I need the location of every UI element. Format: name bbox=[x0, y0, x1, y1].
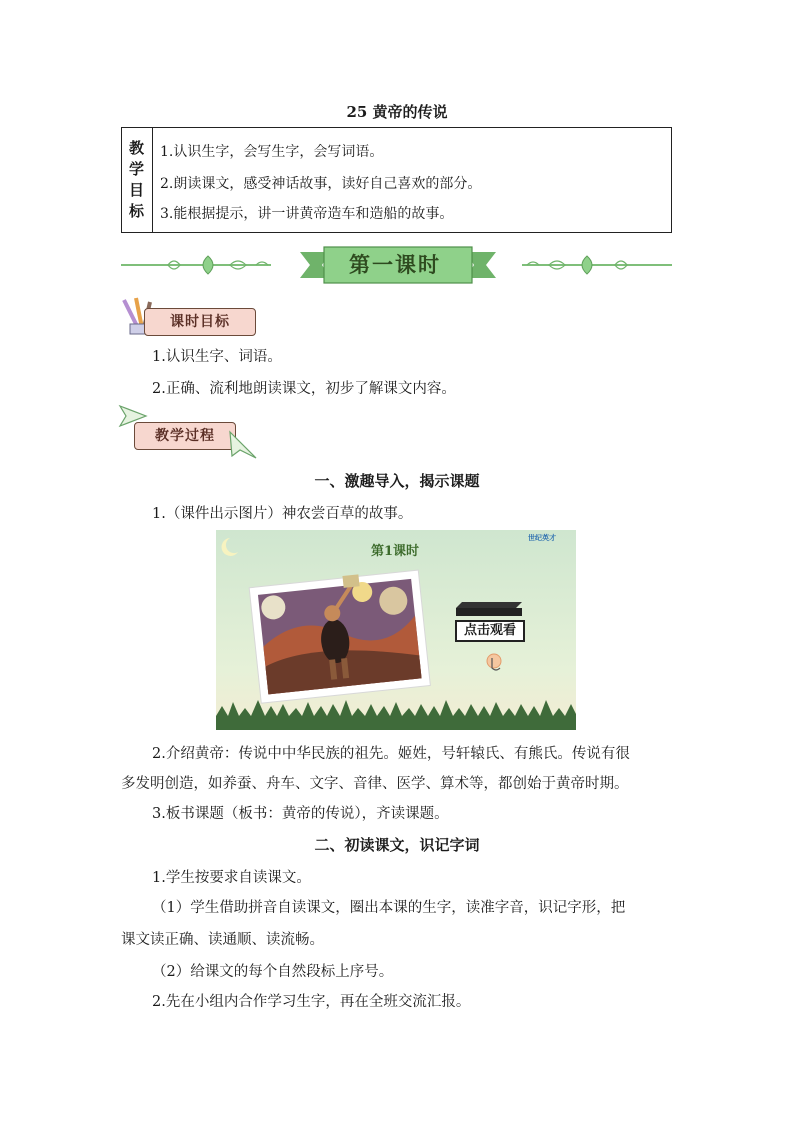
brand-logo-text: 世纪英才 bbox=[528, 534, 556, 542]
section1-item: 多发明创造，如养蚕、舟车、文字、音律、医学、算术等，都创始于黄帝时期。 bbox=[121, 776, 629, 792]
leaf-ornament-right-icon bbox=[515, 252, 635, 278]
section1-item: 3.板书课题（板书：黄帝的传说），齐读课题。 bbox=[152, 806, 449, 822]
watch-video-button[interactable]: 点击观看 bbox=[455, 620, 525, 642]
section2-item: 2.先在小组内合作学习生字，再在全班交流汇报。 bbox=[152, 994, 471, 1010]
goal-item: 2.朗读课文，感受神话故事，读好自己喜欢的部分。 bbox=[160, 176, 482, 192]
lesson-goal-item: 1.认识生字、词语。 bbox=[152, 349, 282, 365]
lesson-goals-tag: 课时目标 bbox=[144, 308, 256, 336]
paper-plane-icon bbox=[228, 430, 258, 460]
goal-item: 3.能根据提示，讲一讲黄帝造车和造船的故事。 bbox=[160, 206, 454, 222]
goal-item: 1.认识生字，会写生字，会写词语。 bbox=[160, 144, 384, 160]
section1-item: 2.介绍黄帝：传说中中华民族的祖先。姬姓，号轩辕氏、有熊氏。传说有很 bbox=[152, 746, 630, 762]
section1-item: 1.（课件出示图片）神农尝百草的故事。 bbox=[152, 506, 413, 522]
section-heading: 一、激趣导入，揭示课题 bbox=[314, 472, 480, 490]
goals-label-char: 标 bbox=[128, 202, 144, 220]
section-heading: 二、初读课文，识记字词 bbox=[314, 836, 480, 854]
goals-label-char: 目 bbox=[128, 181, 144, 199]
page-title: 25 黄帝的传说 bbox=[346, 103, 448, 121]
lesson-goal-item: 2.正确、流利地朗读课文，初步了解课文内容。 bbox=[152, 381, 456, 397]
goals-label-char: 教 bbox=[128, 139, 144, 157]
video-title: 第1课时 bbox=[370, 544, 420, 559]
leaf-ornament-left-icon bbox=[160, 252, 280, 278]
section2-item: （2）给课文的每个自然段标上序号。 bbox=[152, 964, 394, 980]
section2-item: 1.学生按要求自读课文。 bbox=[152, 870, 311, 886]
banner-title: 第一课时 bbox=[349, 253, 441, 277]
goals-label bbox=[121, 127, 153, 233]
section2-item: （1）学生借助拼音自读课文，圈出本课的生字，读准字音，识记字形，把 bbox=[152, 900, 626, 916]
section2-item: 课文读正确、读通顺、读流畅。 bbox=[121, 932, 324, 948]
goals-label-char: 学 bbox=[128, 160, 144, 178]
teaching-process-tag: 教学过程 bbox=[134, 422, 236, 450]
